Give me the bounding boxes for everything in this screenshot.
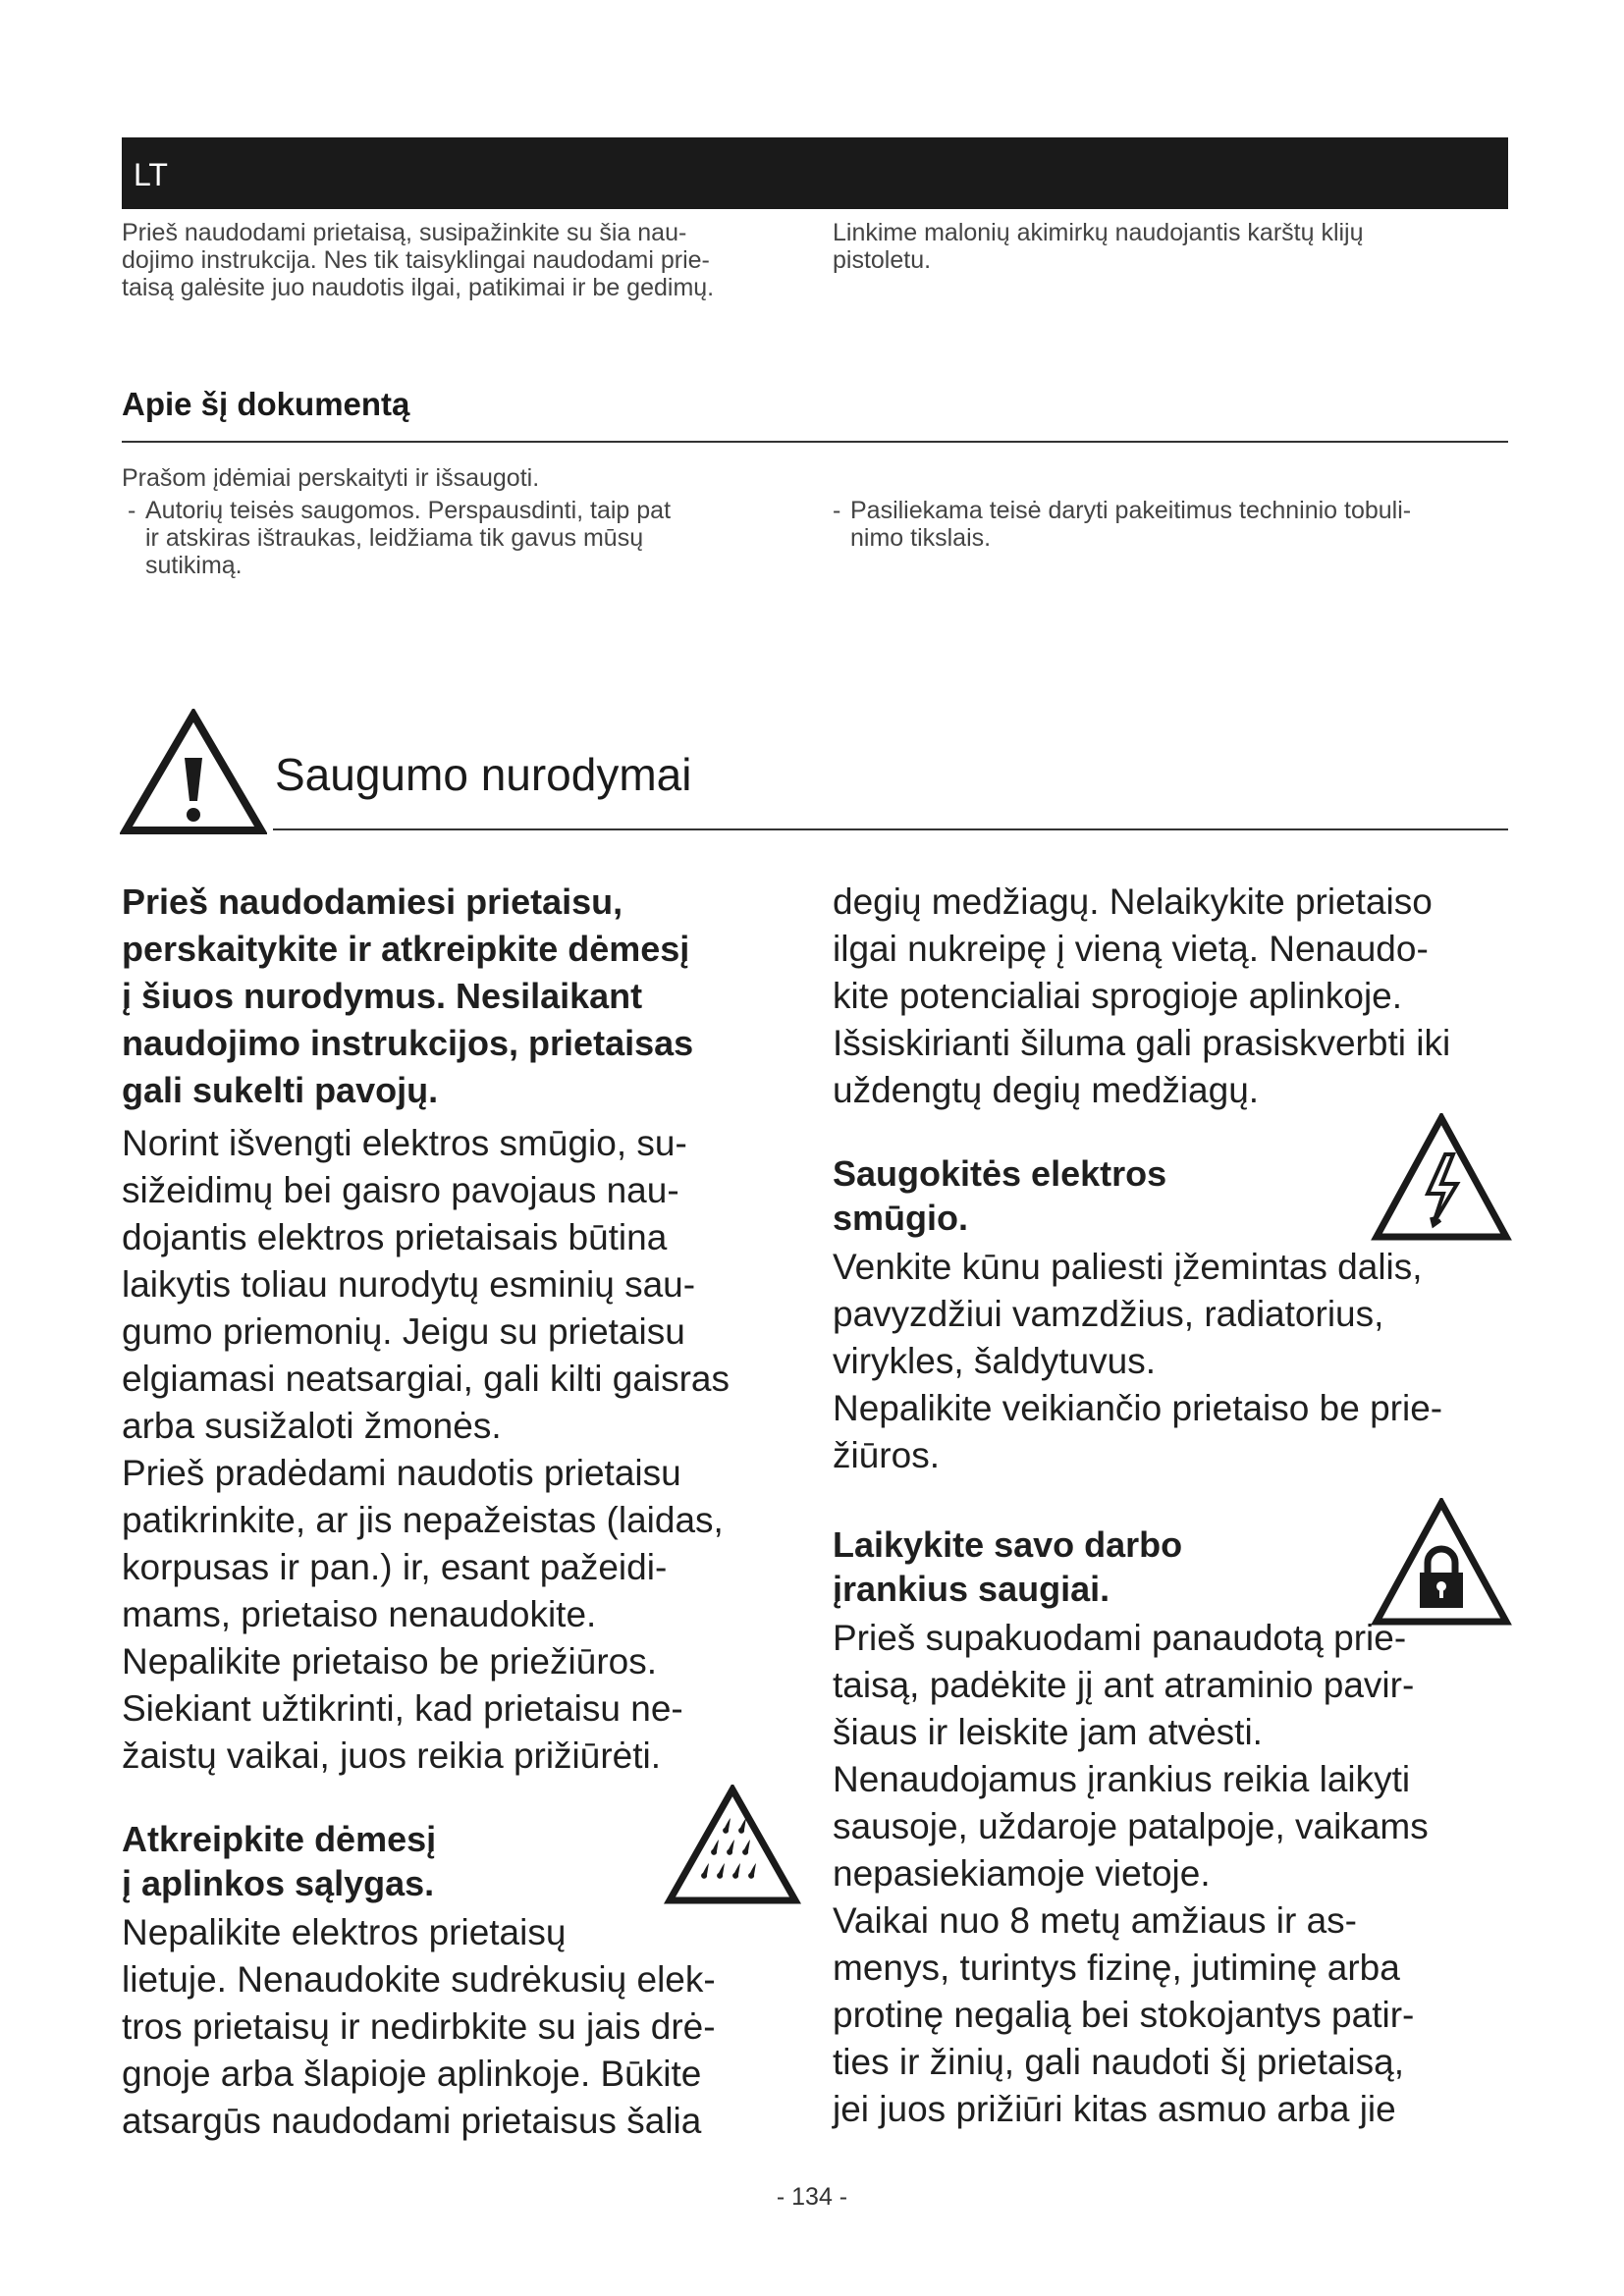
text-line: elgiamasi neatsargiai, gali kilti gaisras	[122, 1359, 731, 1399]
heading-line: į aplinkos sąlygas.	[122, 1863, 435, 1903]
bullet-dash: -	[128, 497, 136, 524]
language-header-bar	[122, 137, 1508, 209]
heading-line: Atkreipkite dėmesį	[122, 1819, 437, 1859]
text-line: menys, turintys fizinę, jutiminę arba	[833, 1948, 1400, 1988]
text-line: žaistų vaikai, juos reikia prižiūrėti.	[122, 1735, 662, 1776]
text-line: patikrinkite, ar jis nepažeistas (laidas,	[122, 1500, 724, 1540]
warning-triangle-icon	[120, 709, 267, 841]
text-line: Prieš pradėdami naudotis prietaisu	[122, 1453, 681, 1493]
bullet-line: sutikimą.	[145, 552, 243, 579]
text-line: Norint išvengti elektros smūgio, su-	[122, 1123, 687, 1163]
text-line: Nepalikite veikiančio prietaiso be prie-	[833, 1388, 1443, 1428]
bullet-line: Autorių teisės saugomos. Perspausdinti, taip pat	[145, 497, 672, 524]
text-line: nepasiekiamoje vietoje.	[833, 1853, 1211, 1894]
safety-paragraph-3	[122, 1638, 799, 1780]
safety-paragraph-1	[122, 1120, 799, 1450]
text-line: Nepalikite prietaiso be priežiūros.	[122, 1641, 657, 1682]
text-line: sižeidimų bei gaisro pavojaus nau-	[122, 1170, 679, 1210]
safety-lead	[122, 879, 799, 1114]
text-line: kite potencialiai sprogioje aplinkoje.	[833, 976, 1403, 1016]
text-line: pavyzdžiui vamzdžius, radiatorius,	[833, 1294, 1384, 1334]
intro-line: taisą galėsite juo naudotis ilgai, patikimai ir be gedimų.	[122, 274, 715, 301]
intro-line: Prieš naudodami prietaisą, susipažinkite su šia nau-	[122, 219, 687, 246]
text-line: gumo priemonių. Jeigu su prietaisu	[122, 1311, 685, 1352]
text-line: degių medžiagų. Nelaikykite prietaiso	[833, 881, 1433, 922]
intro-line: dojimo instrukcija. Nes tik taisyklingai naudodami prie-	[122, 246, 710, 274]
intro-line: pistoletu.	[833, 246, 932, 274]
text-line: Išsiskirianti šiluma gali prasiskverbti iki	[833, 1023, 1451, 1063]
text-line: atsargūs naudodami prietaisus šalia	[122, 2101, 702, 2141]
bullet-line: Pasiliekama teisė daryti pakeitimus techninio tobuli-	[850, 497, 1412, 524]
lead-line: gali sukelti pavojų.	[122, 1070, 439, 1110]
heading-line: Saugokitės elektros	[833, 1153, 1167, 1194]
text-line: Nenaudojamus įrankius reikia laikyti	[833, 1759, 1411, 1799]
text-line: mams, prietaiso nenaudokite.	[122, 1594, 597, 1634]
text-line: laikytis toliau nurodytų esminių sau-	[122, 1264, 696, 1305]
about-title: Apie šį dokumentą	[122, 386, 410, 422]
intro-left-text	[122, 219, 809, 301]
text-line: Prieš supakuodami panaudotą prie-	[833, 1618, 1407, 1658]
bullet-line: nimo tikslais.	[850, 524, 992, 552]
intro-line: Linkime malonių akimirkų naudojantis karštų klijų	[833, 219, 1364, 246]
safety-title: Saugumo nurodymai	[275, 749, 692, 800]
about-divider	[122, 441, 1508, 443]
text-line: Venkite kūnu paliesti įžemintas dalis,	[833, 1247, 1423, 1287]
safety-left-column	[122, 879, 799, 2145]
safety-paragraph-2	[122, 1450, 799, 1638]
lead-line: į šiuos nurodymus. Nesilaikant	[122, 976, 643, 1016]
lead-line: perskaitykite ir atkreipkite dėmesį	[122, 929, 690, 969]
wet-environment-icon	[664, 1785, 801, 1911]
text-line: jei juos prižiūri kitas asmuo arba jie	[833, 2089, 1396, 2129]
bullet-dash: -	[833, 497, 841, 524]
lead-line: naudojimo instrukcijos, prietaisas	[122, 1023, 694, 1063]
intro-right-text	[833, 219, 1481, 274]
about-bullet-1	[122, 497, 809, 579]
text-line: gnoje arba šlapioje aplinkoje. Būkite	[122, 2054, 702, 2094]
heading-line: smūgio.	[833, 1198, 969, 1238]
text-line: Siekiant užtikrinti, kad prietaisu ne-	[122, 1688, 683, 1729]
text-line: virykles, šaldytuvus.	[833, 1341, 1156, 1381]
text-line: protinę negalią bei stokojantys patir-	[833, 1995, 1415, 2035]
text-line: lietuje. Nenaudokite sudrėkusių elek-	[122, 1959, 716, 2000]
text-line: taisą, padėkite jį ant atraminio pavir-	[833, 1665, 1415, 1705]
text-line: žiūros.	[833, 1435, 940, 1475]
heading-line: įrankius saugiai.	[833, 1569, 1110, 1609]
tools-paragraph	[833, 1615, 1520, 2133]
electric-shock-icon	[1371, 1113, 1512, 1248]
text-line: arba susižaloti žmonės.	[122, 1406, 502, 1446]
page-number: - 134 -	[776, 2183, 848, 2211]
text-line: sausoje, uždaroje patalpoje, vaikams	[833, 1806, 1429, 1846]
text-line: ties ir žinių, gali naudoti šį prietaisą,	[833, 2042, 1405, 2082]
bullet-line: ir atskiras ištraukas, leidžiama tik gavus mūsų	[145, 524, 644, 552]
electric-shock-paragraph	[833, 1244, 1520, 1479]
lead-line: Prieš naudodamiesi prietaisu,	[122, 881, 623, 922]
language-code: LT	[134, 157, 168, 192]
text-line: dojantis elektros prietaisais būtina	[122, 1217, 668, 1257]
text-line: tros prietaisų ir nedirbkite su jais drė-	[122, 2006, 716, 2047]
text-line: ilgai nukreipę į vieną vietą. Nenaudo-	[833, 929, 1429, 969]
text-line: Vaikai nuo 8 metų amžiaus ir as-	[833, 1900, 1357, 1941]
text-line: šiaus ir leiskite jam atvėsti.	[833, 1712, 1263, 1752]
environment-paragraph	[122, 1909, 799, 2145]
text-line: uždengtų degių medžiagų.	[833, 1070, 1260, 1110]
safety-divider	[273, 828, 1508, 830]
about-intro: Prašom įdėmiai perskaityti ir išsaugoti.	[122, 464, 540, 492]
lock-icon	[1371, 1498, 1512, 1632]
text-line: Nepalikite elektros prietaisų	[122, 1912, 567, 1952]
about-bullet-2	[827, 497, 1514, 552]
continued-paragraph	[833, 879, 1520, 1114]
heading-line: Laikykite savo darbo	[833, 1524, 1183, 1565]
text-line: korpusas ir pan.) ir, esant pažeidi-	[122, 1547, 668, 1587]
